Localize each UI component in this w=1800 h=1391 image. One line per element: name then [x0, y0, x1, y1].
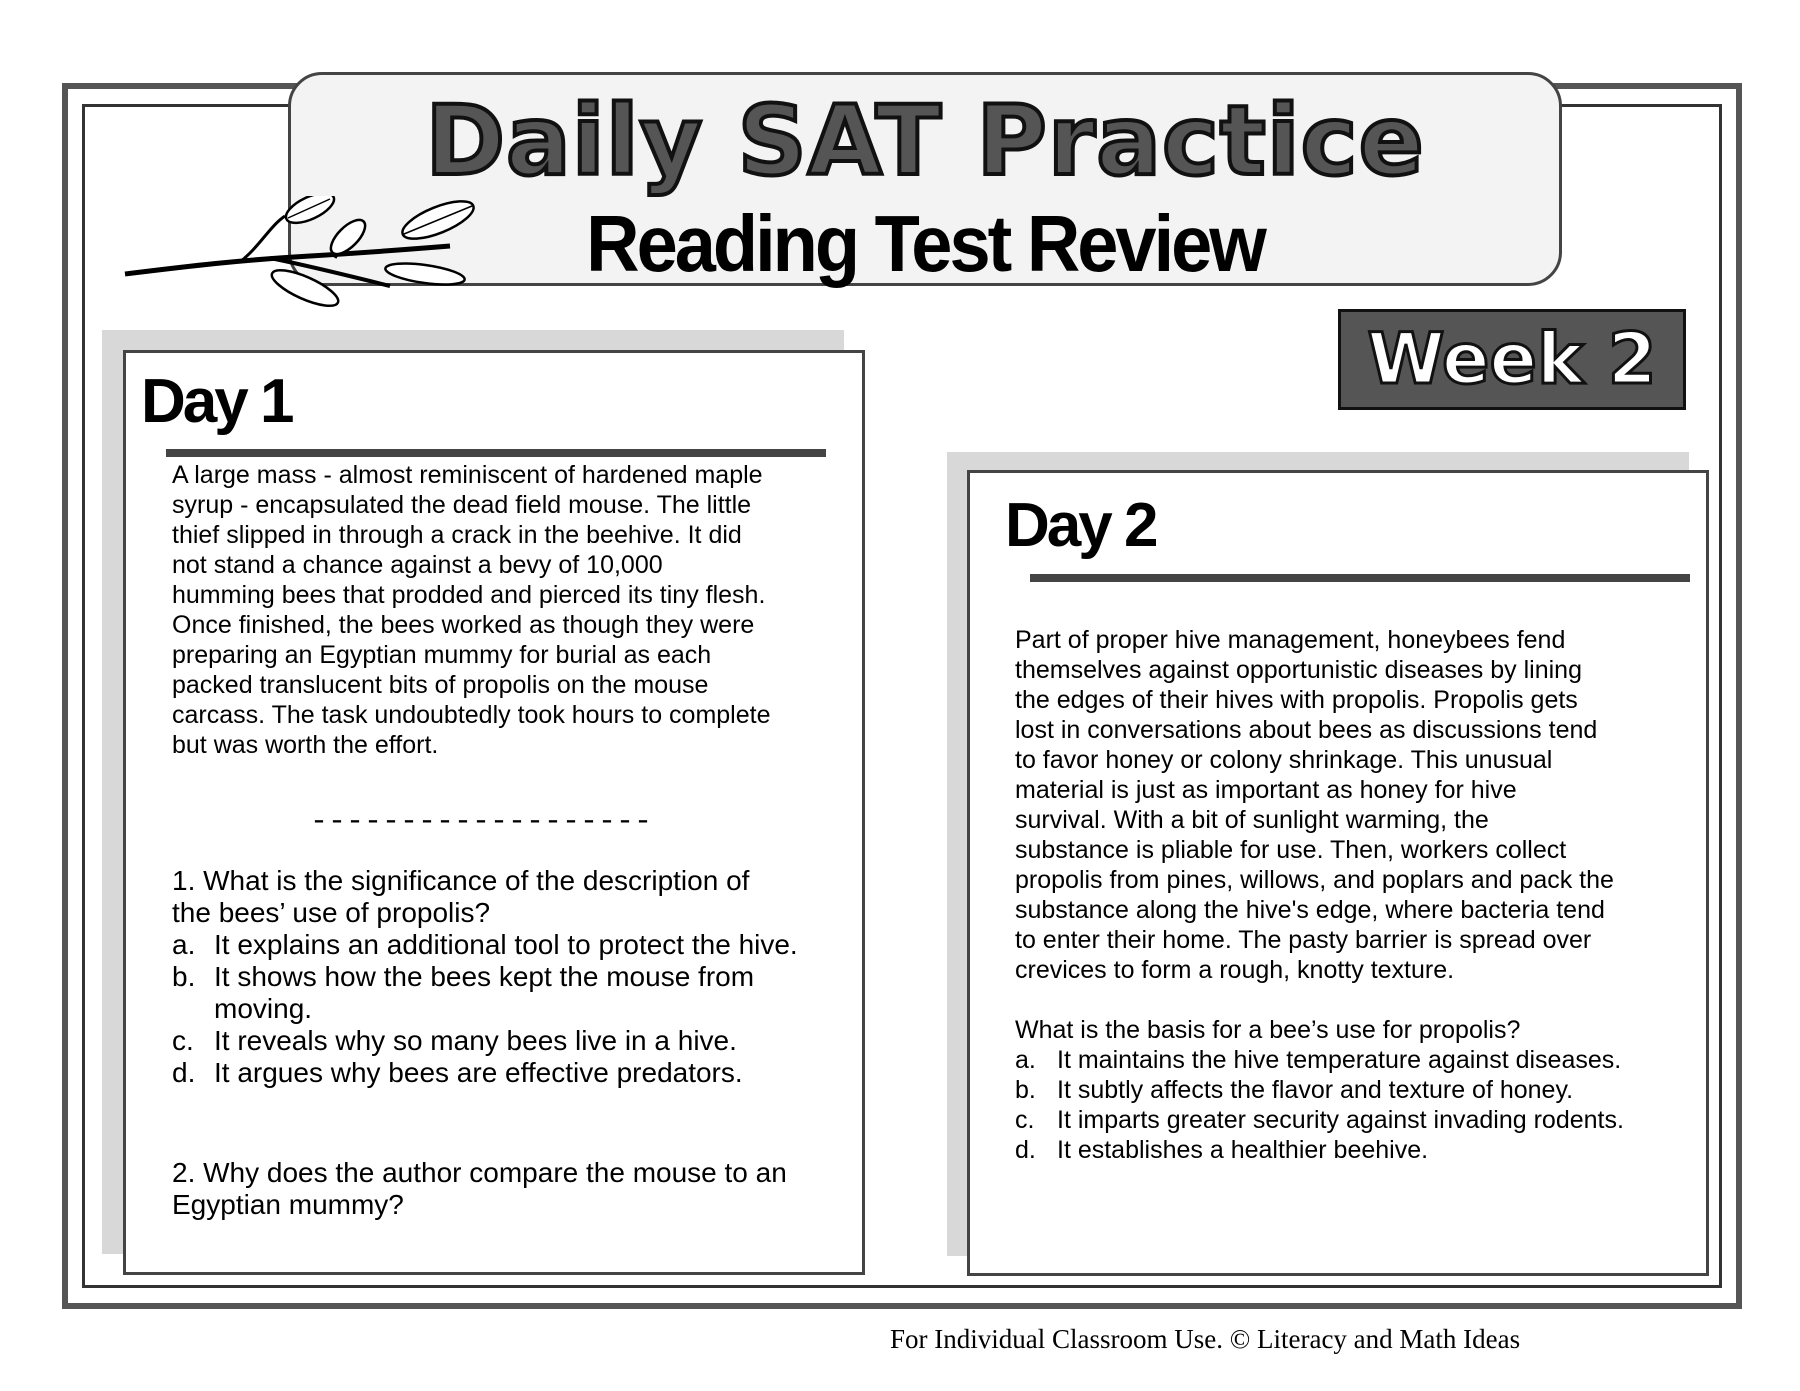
day2-q-option-c[interactable]: c. It imparts greater security against invading rodents. [1015, 1106, 1624, 1134]
day1-q1-option-c[interactable]: c. It reveals why so many bees live in a hive. [172, 1025, 737, 1056]
week-label: Week 2 [1367, 318, 1657, 400]
day2-title: Day 2 [1005, 491, 1156, 560]
leaf-branch-icon [120, 196, 480, 316]
day1-q1-option-a[interactable]: a. It explains an additional tool to protect the hive. [172, 929, 798, 960]
day2-passage: Part of proper hive management, honeybees fend themselves against opportunistic diseases by lining the edges of their hives with propolis. Propolis gets lost in conversations about bees as discussions tend to favor honey or colony shrinkage. This unusual material is just as important as honey for hive survival. With a bit of sunlight warming, the substance is pliable for use. Then, workers collect propolis from pines, willows, and poplars and pack the substance along the hive's edge, where bacteria tend to enter their home. The pasty barrier is spread over crevices to form a rough, knotty texture. [1015, 626, 1614, 984]
copyright-footer: For Individual Classroom Use. © Literacy and Math Ideas [890, 1324, 1521, 1354]
week-badge [1338, 309, 1686, 410]
day2-title-rule [1030, 574, 1690, 582]
day2-question: What is the basis for a bee’s use for propolis? a. It maintains the hive temperature against diseases. b. It subtly affects the flavor and texture of honey. c. It imparts greater security against invading rodents. d. It establishes a healthier beehive. [1015, 1015, 1705, 1165]
day1-title: Day 1 [141, 367, 292, 436]
page-title: Daily SAT Practice [425, 85, 1425, 197]
page-subtitle: Reading Test Review [586, 198, 1264, 289]
day1-question-1: 1. What is the significance of the description of the bees’ use of propolis? a. It explains an additional tool to protect the hive. b. It shows how the bees kept the mouse from moving. c. It reveals why so many bees live in a hive. d. It argues why bees are effective predators. [172, 865, 852, 1089]
day1-q1-option-b[interactable]: b. It shows how the bees kept the mouse from moving. [172, 961, 755, 1024]
day1-passage: A large mass - almost reminiscent of hardened maple syrup - encapsulated the dead field mouse. The little thief slipped in through a crack in the beehive. It did not stand a chance against a bevy of 10,000 humming bees that prodded and pierced its tiny flesh. Once finished, the bees worked as though they were preparing an Egyptian mummy for burial as each packed translucent bits of propolis on the mouse carcass. The task undoubtedly took hours to complete but was worth the effort. [172, 461, 771, 759]
day2-q-option-d[interactable]: d. It establishes a healthier beehive. [1015, 1136, 1429, 1164]
day2-q-option-a[interactable]: a. It maintains the hive temperature against diseases. [1015, 1046, 1622, 1074]
day1-card [123, 350, 865, 1275]
day1-question-2: 2. Why does the author compare the mouse to an Egyptian mummy? [172, 1157, 787, 1220]
day1-q1-option-d[interactable]: d. It argues why bees are effective predators. [172, 1057, 743, 1088]
day1-title-rule [166, 449, 826, 457]
day2-card [967, 470, 1709, 1276]
day1-separator: ------------------- [310, 805, 653, 839]
day2-q-option-b[interactable]: b. It subtly affects the flavor and texture of honey. [1015, 1076, 1574, 1104]
